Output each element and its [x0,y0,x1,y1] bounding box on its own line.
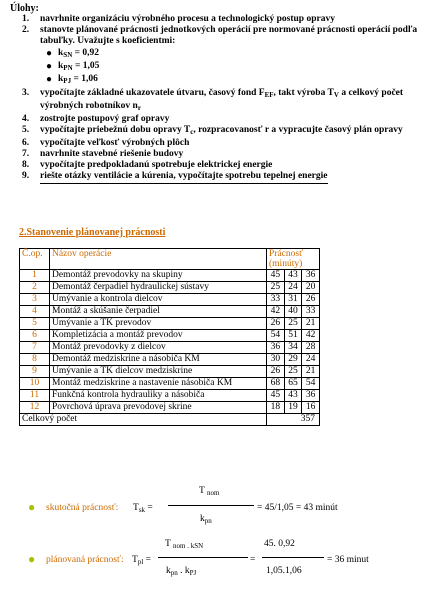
workload-value: 42 [267,306,285,318]
task-item-8: 8. vypočítajte predpokladanú spotrebuje elektrickej energie [22,160,273,170]
col-header-number: Č.op. [20,249,50,270]
formula1-numerator: T $_{nom}$ [199,486,220,497]
operation-name: Demontáž čerpadiel hydraulickej sústavy [50,282,267,294]
operation-name: Montáž a skúšanie čerpadiel [50,306,267,318]
operation-number: 8 [20,354,50,366]
tasks-header: Úlohy: [10,3,39,14]
workload-value: 40 [284,306,302,318]
workload-value: 31 [284,294,302,306]
col-header-name: Názov operácie [50,249,267,270]
formula2-numerator-value: 45. 0,92 [264,539,295,549]
task-item-5: 5. vypočítajte priebežnú dobu opravy $T_c$, rozpracovanosť r a vypracujte časový plán opravy [22,125,403,136]
workload-value: 20 [302,282,320,294]
operation-name: Funkčná kontrola hydrauliky a násobiča [50,390,267,402]
table-row [20,270,320,282]
formula1-fraction-line [168,505,254,506]
coefficient-sn: ● $k_{SN} = 0,92$ [46,48,100,59]
table-header-row [20,249,320,270]
formula2-label: plánovaná prácnosť: [46,555,124,565]
workload-value: 21 [302,366,320,378]
operation-name: Povrchová úprava prevodovej skrine [50,402,267,414]
formula2-result: = 36 minut [327,555,369,565]
table-row [20,366,320,378]
operation-name: Demontáž prevodovky na skupiny [50,270,267,282]
operation-number: 7 [20,342,50,354]
workload-value: 24 [302,354,320,366]
table-row [20,354,320,366]
task-item-7: 7. navrhnite stavebné riešenie budovy [22,149,184,159]
operation-name: Demontáž medziskrine a násobiča KM [50,354,267,366]
operation-number: 5 [20,318,50,330]
task-item-3: 3. vypočítajte základné ukazovatele útvaru, časový fond $F_{EF}$, takt výroba $T_V$ a celkový počet výrobných robotníkov $n_r$ [22,88,404,112]
workload-value: 43 [284,390,302,402]
workload-value: 45 [267,270,285,282]
operation-name: Montáž medziskrine a nastavenie násobiča KM [50,378,267,390]
operation-number: 10 [20,378,50,390]
table-row [20,306,320,318]
formula1-result: = 45/1,05 = 43 minút [257,503,338,513]
workload-value: 68 [267,378,285,390]
table-row [20,282,320,294]
workload-value: 25 [284,366,302,378]
workload-value: 54 [267,330,285,342]
workload-value: 16 [302,402,320,414]
workload-value: 34 [284,342,302,354]
table-row [20,318,320,330]
workload-value: 45 [267,390,285,402]
table-row [20,378,320,390]
formula2-denominator-value: 1,05.1,06 [266,566,302,576]
workload-value: 51 [284,330,302,342]
bullet-icon: ● [46,61,53,72]
workload-value: 36 [302,390,320,402]
workload-value: 28 [302,342,320,354]
workload-value: 26 [302,294,320,306]
task-item-6: 6. vypočítajte veľkosť výrobných plôch [22,138,190,148]
workload-value: 33 [267,294,285,306]
formula1-lhs: $T_{sk}$ = [133,503,153,514]
workload-value: 36 [267,342,285,354]
coefficient-pj: ● $k_{PJ} = 1,06$ [46,74,98,85]
formula1-denominator: $k_{pn}$ [200,514,212,525]
coefficient-list [22,48,422,87]
task-item-4: 4. zostrojte postupový graf opravy [22,114,170,124]
operation-number: 4 [20,306,50,318]
operation-name: Montáž prevodovky z dielcov [50,342,267,354]
bullet-icon: ● [28,552,36,566]
table-row [20,342,320,354]
formula1-label: skutočná prácnosť: [46,503,119,513]
total-value: 357 [267,414,320,426]
workload-value: 36 [302,270,320,282]
operation-number: 1 [20,270,50,282]
formula2-value-fraction-line [262,557,324,558]
section-title: 2.Stanovenie plánovanej prácnosti [19,227,166,238]
operation-number: 6 [20,330,50,342]
operation-name: Kompletizácia a montáž prevodov [50,330,267,342]
task-item-1: 1. navrhnite organizáciu výrobného procesu a technologický postup opravy [22,14,335,24]
workload-value: 42 [302,330,320,342]
bullet-icon: ● [28,500,36,514]
formula2-denominator: $k_{pn}$ . $k_{PJ}$ [166,566,197,577]
workload-value: 54 [302,378,320,390]
formula2-lhs: $T_{pl}$ = [132,555,151,566]
workload-value: 30 [267,354,285,366]
workload-value: 24 [284,282,302,294]
task-item-2: 2. stanovte plánované prácnosti jednotkových operácií pre normované prácnosti operácií podľa tabuľky. Uvažujte s koeficientmi: [22,25,418,46]
operation-number: 2 [20,282,50,294]
operation-number: 9 [20,366,50,378]
workload-value: 26 [267,366,285,378]
table-row [20,330,320,342]
workload-value: 25 [284,318,302,330]
formula2-fraction-line [158,557,248,558]
task-item-9: 9. riešte otázky ventilácie a kúrenia, vypočítajte spotrebu tepelnej energie [22,171,422,184]
table-total-row [20,414,320,426]
workload-value: 19 [284,402,302,414]
bullet-icon: ● [46,48,53,59]
total-label: Celkový počet [20,414,267,426]
operation-number: 3 [20,294,50,306]
operation-number: 11 [20,390,50,402]
workload-value: 26 [267,318,285,330]
operation-name: Umývanie a TK prevodov [50,318,267,330]
workload-value: 18 [267,402,285,414]
task-list [22,14,422,184]
workload-value: 29 [284,354,302,366]
table-row [20,390,320,402]
workload-value: 25 [267,282,285,294]
operation-name: Umývanie a kontrola dielcov [50,294,267,306]
workload-value: 65 [284,378,302,390]
workload-value: 21 [302,318,320,330]
operation-number: 12 [20,402,50,414]
operations-table [19,248,320,426]
workload-value: 43 [284,270,302,282]
table-row [20,294,320,306]
table-row [20,402,320,414]
workload-value: 33 [302,306,320,318]
bullet-icon: ● [46,74,53,85]
coefficient-pn: ● $k_{PN} = 1,05$ [46,61,100,72]
operation-name: Umývanie a TK dielcov medziskrine [50,366,267,378]
col-header-workload: Prácnosť (minúty) [267,249,320,270]
formula2-numerator: T $_{nom . kSN}$ [165,539,204,550]
